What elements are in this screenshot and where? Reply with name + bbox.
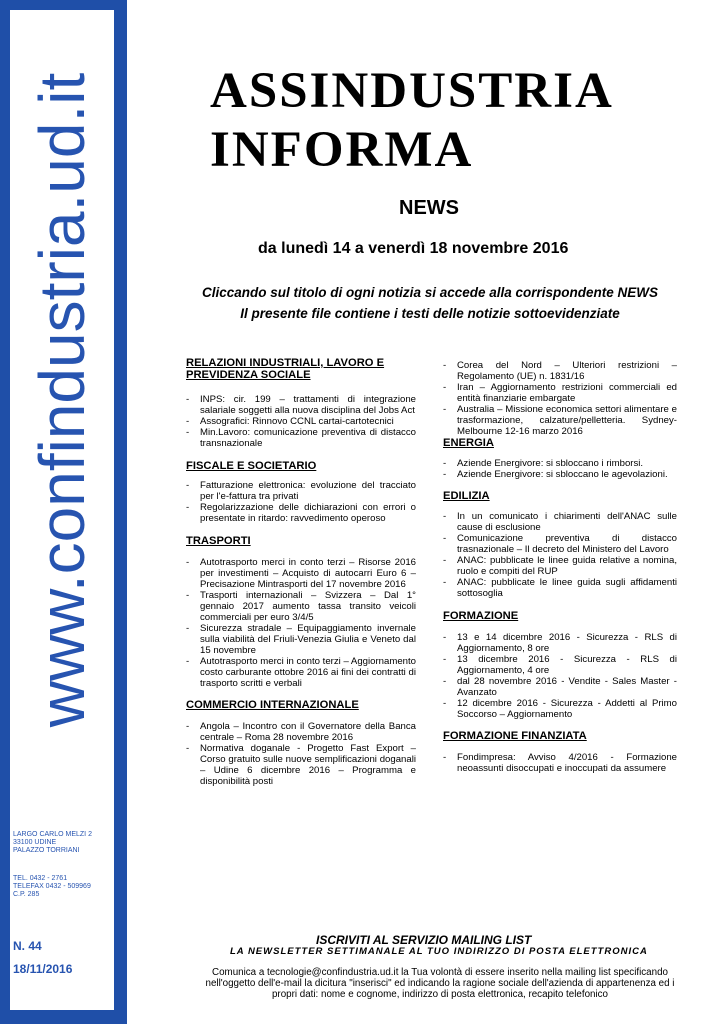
- news-section: [186, 357, 416, 449]
- instruction-note: Cliccando sul titolo di ogni notizia si accede alla corrispondente NEWS: [201, 285, 659, 300]
- news-item[interactable]: - 13 dicembre 2016 - Sicurezza - RLS di Aggiornamento, 4 ore: [443, 654, 677, 676]
- file-contents-note: Il presente file contiene i testi delle notizie sottoevidenziate: [240, 306, 620, 321]
- news-item[interactable]: - Aziende Energivore: si sbloccano i rimborsi.: [443, 458, 677, 469]
- section-heading-formazione-finanziata[interactable]: FORMAZIONE FINANZIATA: [443, 730, 587, 742]
- news-section: [443, 610, 677, 720]
- news-item[interactable]: - Angola – Incontro con il Governatore della Banca centrale – Roma 28 novembre 2016: [186, 721, 416, 743]
- address-line: LARGO CARLO MELZI 2: [13, 831, 92, 838]
- news-item[interactable]: - Trasporti internazionali – Svizzera – Dal 1° gennaio 2017 aumento tassa transito veicoli commerciali per euro 3/4/5: [186, 590, 416, 623]
- news-list: [443, 632, 677, 720]
- address-line: PALAZZO TORRIANI: [13, 847, 80, 854]
- mailing-list-heading: ISCRIVITI AL SERVIZIO MAILING LIST: [316, 933, 532, 947]
- news-item[interactable]: - Fondimpresa: Avviso 4/2016 - Formazione neoassunti disoccupati e inoccupati da assumere: [443, 752, 677, 774]
- news-list: [443, 458, 677, 480]
- news-item[interactable]: - Autotrasporto merci in conto terzi – Risorse 2016 per investimenti – Acquisto di autocarri Euro 6 – Precisazione Mintrasporti del 17 novembre 2016: [186, 557, 416, 590]
- address-block: [13, 831, 92, 855]
- news-item[interactable]: - Corea del Nord – Ulteriori restrizioni – Regolamento (UE) n. 1831/16: [443, 360, 677, 382]
- news-item[interactable]: - Australia – Missione economica settori alimentare e trasformazione, calzature/pelletteria. Sydney-Melbourne 12-16 marzo 2016: [443, 404, 677, 437]
- masthead-title-line2: INFORMA: [210, 122, 474, 178]
- section-heading-energia[interactable]: ENERGIA: [443, 437, 494, 449]
- news-section: [443, 730, 677, 774]
- news-item[interactable]: - ANAC: pubblicate le linee guida relative a nomina, ruolo e compiti del RUP: [443, 555, 677, 577]
- section-heading-trasporti[interactable]: TRASPORTI: [186, 535, 251, 547]
- news-section: [186, 460, 416, 524]
- news-list: [443, 752, 677, 774]
- news-list-continued: [443, 360, 677, 437]
- section-heading-relazioni[interactable]: RELAZIONI INDUSTRIALI, LAVORO E PREVIDENZA SOCIALE: [186, 357, 385, 381]
- news-item[interactable]: - dal 28 novembre 2016 - Vendite - Sales Master - Avanzato: [443, 676, 677, 698]
- news-section: [186, 535, 416, 689]
- news-item[interactable]: - 12 dicembre 2016 - Sicurezza - Addetti al Primo Soccorso – Aggiornamento: [443, 698, 677, 720]
- news-item[interactable]: - Sicurezza stradale – Equipaggiamento invernale sulla viabilità del Friuli-Venezia Giulia e Veneto dal 15 novembre: [186, 623, 416, 656]
- po-box-line: C.P. 285: [13, 891, 40, 898]
- date-range: da lunedì 14 a venerdì 18 novembre 2016: [258, 240, 569, 257]
- section-heading-edilizia[interactable]: EDILIZIA: [443, 490, 490, 502]
- section-heading-fiscale[interactable]: FISCALE E SOCIETARIO: [186, 460, 317, 472]
- masthead-title-line1: ASSINDUSTRIA: [210, 63, 614, 119]
- mailing-list-instructions: Comunica a tecnologie@confindustria.ud.it la Tua volontà di essere inserito nella mailing list specificando nell'oggetto dell'e-mail la dicitura "inserisci" ed indicando la ragione sociale dell'azienda di appartenenza ed i propri dati: nome e cognome, indirizzo di posta elettronica, recapito telefonico: [205, 967, 675, 1000]
- contact-block: [13, 875, 91, 899]
- news-list: [186, 394, 416, 449]
- news-item[interactable]: - Regolarizzazione delle dichiarazioni con errori o presentate in ritardo: ravvedimento operoso: [186, 502, 416, 524]
- news-item[interactable]: - ANAC: pubblicate le linee guida sugli affidamenti sottosoglia: [443, 577, 677, 599]
- news-section: [186, 699, 416, 787]
- news-item[interactable]: - Comunicazione preventiva di distacco trasnazionale – Il decreto del Ministero del Lavoro: [443, 533, 677, 555]
- fax-line: TELEFAX 0432 - 509969: [13, 883, 91, 890]
- right-news-column: [443, 360, 677, 774]
- news-item[interactable]: - Normativa doganale - Progetto Fast Export – Corso gratuito sulle nuove semplificazioni doganali – Udine 6 dicembre 2016 – Programma e disponibilità posti: [186, 743, 416, 787]
- news-item[interactable]: - Autotrasporto merci in conto terzi – Aggiornamento costo carburante ottobre 2016 ai fini dei contratti di trasporto scritti e verbali: [186, 656, 416, 689]
- news-item[interactable]: - Min.Lavoro: comunicazione preventiva di distacco transnazionale: [186, 427, 416, 449]
- news-list: [186, 480, 416, 524]
- section-heading-formazione[interactable]: FORMAZIONE: [443, 610, 519, 622]
- mailing-list-subheading: LA NEWSLETTER SETTIMANALE AL TUO INDIRIZZO DI POSTA ELETTRONICA: [230, 946, 648, 957]
- news-list: [186, 721, 416, 787]
- issue-number: N. 44: [13, 939, 42, 953]
- phone-line: TEL. 0432 - 2761: [13, 875, 68, 882]
- news-item[interactable]: - In un comunicato i chiarimenti dell'ANAC sulle cause di esclusione: [443, 511, 677, 533]
- news-section: [443, 437, 677, 480]
- news-item[interactable]: - 13 e 14 dicembre 2016 - Sicurezza - RLS di Aggiornamento, 8 ore: [443, 632, 677, 654]
- news-item[interactable]: - Iran – Aggiornamento restrizioni commerciali ed entità finanziarie embargate: [443, 382, 677, 404]
- website-link[interactable]: www.confindustria.ud.it: [26, 72, 98, 728]
- news-list: [443, 511, 677, 599]
- left-news-column: [186, 357, 416, 787]
- issue-date: 18/11/2016: [13, 962, 73, 976]
- news-section: [443, 490, 677, 599]
- news-item[interactable]: - Aziende Energivore: si sbloccano le agevolazioni.: [443, 469, 677, 480]
- news-item[interactable]: - INPS: cir. 199 – trattamenti di integrazione salariale soggetti alla nuova disciplina del Jobs Act: [186, 394, 416, 416]
- news-label: NEWS: [399, 197, 459, 219]
- news-list: [186, 557, 416, 689]
- address-line: 33100 UDINE: [13, 839, 57, 846]
- news-item[interactable]: - Assografici: Rinnovo CCNL cartai-cartotecnici: [186, 416, 416, 427]
- section-heading-commercio[interactable]: COMMERCIO INTERNAZIONALE: [186, 699, 359, 711]
- news-item[interactable]: - Fatturazione elettronica: evoluzione del tracciato per l'e-fattura tra privati: [186, 480, 416, 502]
